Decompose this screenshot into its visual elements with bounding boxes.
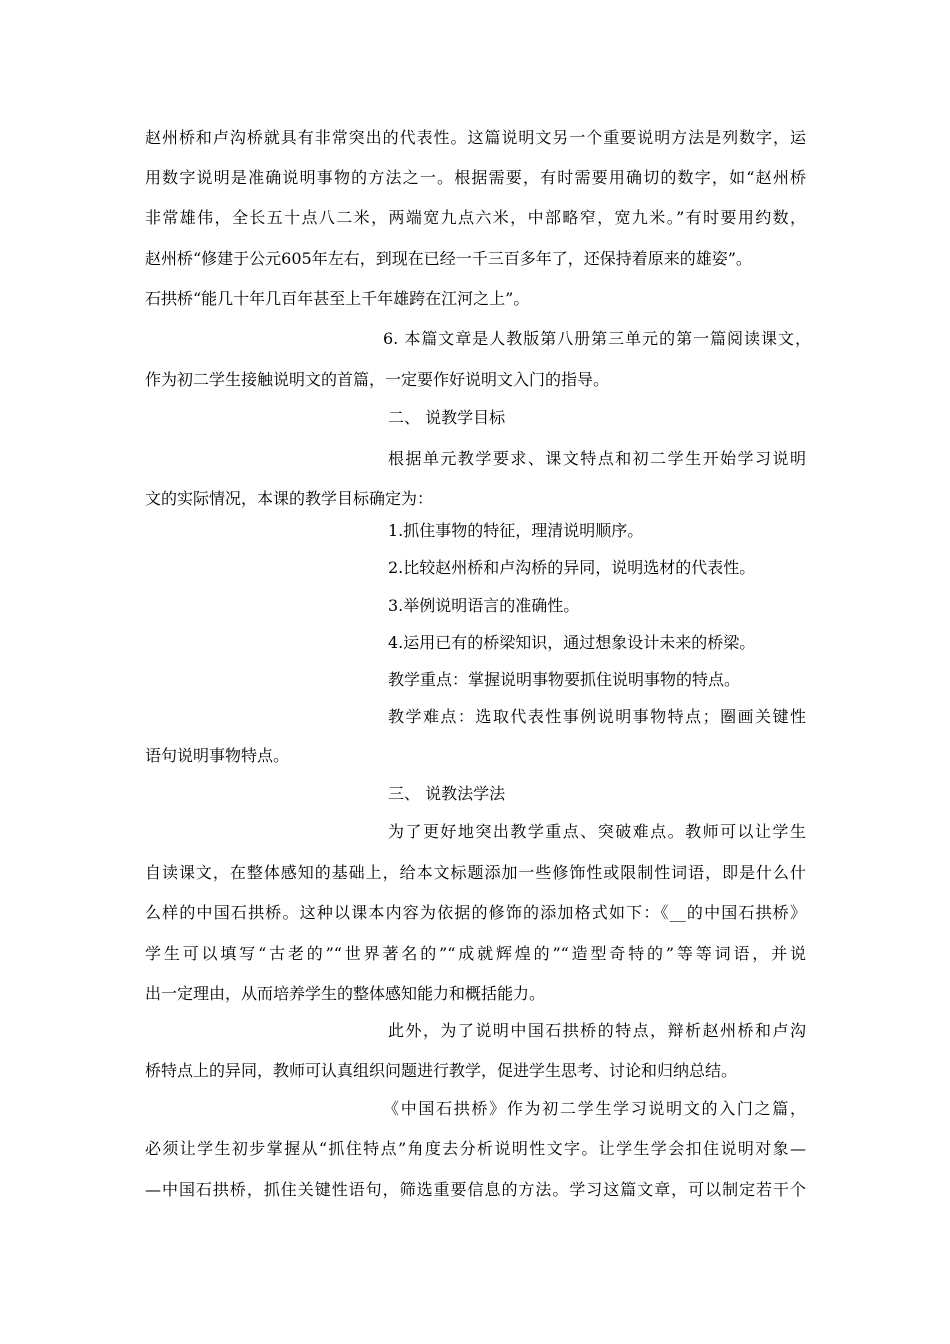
paragraph-line: 必须让学生初步掌握从“抓住特点”角度去分析说明性文字。让学生学会扣住说明对象— [145,1139,806,1158]
paragraph-line: 根据单元教学要求、课文特点和初二学生开始学习说明 [388,449,806,468]
list-item: 4.运用已有的桥梁知识，通过想象设计未来的桥梁。 [388,633,756,652]
section-heading: 二、 说教学目标 [388,408,506,427]
paragraph-line: 作为初二学生接触说明文的首篇，一定要作好说明文入门的指导。 [145,370,610,389]
paragraph-line: 文的实际情况，本课的教学目标确定为： [145,489,434,508]
paragraph-line: 教学难点：选取代表性事例说明事物特点；圈画关键性 [388,707,806,726]
section-heading: 三、 说教法学法 [388,784,506,803]
paragraph-line: 石拱桥“能几十年几百年甚至上千年雄跨在江河之上”。 [145,289,530,308]
paragraph-line: 自读课文，在整体感知的基础上，给本文标题添加一些修饰性或限制性词语，即是什么什 [145,863,806,882]
paragraph-line: 为了更好地突出教学重点、突破难点。教师可以让学生 [388,822,806,841]
paragraph-line: 学生可以填写“古老的”“世界著名的”“成就辉煌的”“造型奇特的”等等词语，并说 [145,944,806,963]
paragraph-line: 用数字说明是准确说明事物的方法之一。根据需要，有时需要用确切的数字，如“赵州桥 [145,168,806,187]
paragraph-line: 赵州桥“修建于公元605年左右，到现在已经一千三百多年了，还保持着原来的雄姿”。 [145,249,752,268]
paragraph-line: 么样的中国石拱桥。这种以课本内容为依据的修饰的添加格式如下：《__的中国石拱桥》 [145,903,806,922]
paragraph-line: 教学重点：掌握说明事物要抓住说明事物的特点。 [388,670,741,689]
paragraph-line: 《中国石拱桥》作为初二学生学习说明文的入门之篇， [383,1099,806,1118]
paragraph-line: 赵州桥和卢沟桥就具有非常突出的代表性。这篇说明文另一个重要说明方法是列数字，运 [145,128,806,147]
paragraph-line: 非常雄伟，全长五十点八二米，两端宽九点六米，中部略窄，宽九米。”有时要用约数， [145,208,806,227]
list-item: 3.举例说明语言的准确性。 [388,596,580,615]
paragraph-line: —中国石拱桥，抓住关键性语句，筛选重要信息的方法。学习这篇文章，可以制定若干个 [145,1180,806,1199]
paragraph-line: 出一定理由，从而培养学生的整体感知能力和概括能力。 [145,984,546,1003]
paragraph-line: 桥特点上的异同，教师可认真组织问题进行教学，促进学生思考、讨论和归纳总结。 [145,1061,738,1080]
paragraph-line: 语句说明事物特点。 [145,746,290,765]
paragraph-line: 6. 本篇文章是人教版第八册第三单元的第一篇阅读课文， [383,329,811,348]
list-item: 2.比较赵州桥和卢沟桥的异同，说明选材的代表性。 [388,558,756,577]
list-item: 1.抓住事物的特征，理清说明顺序。 [388,521,644,540]
paragraph-line: 此外，为了说明中国石拱桥的特点，辩析赵州桥和卢沟 [388,1021,806,1040]
